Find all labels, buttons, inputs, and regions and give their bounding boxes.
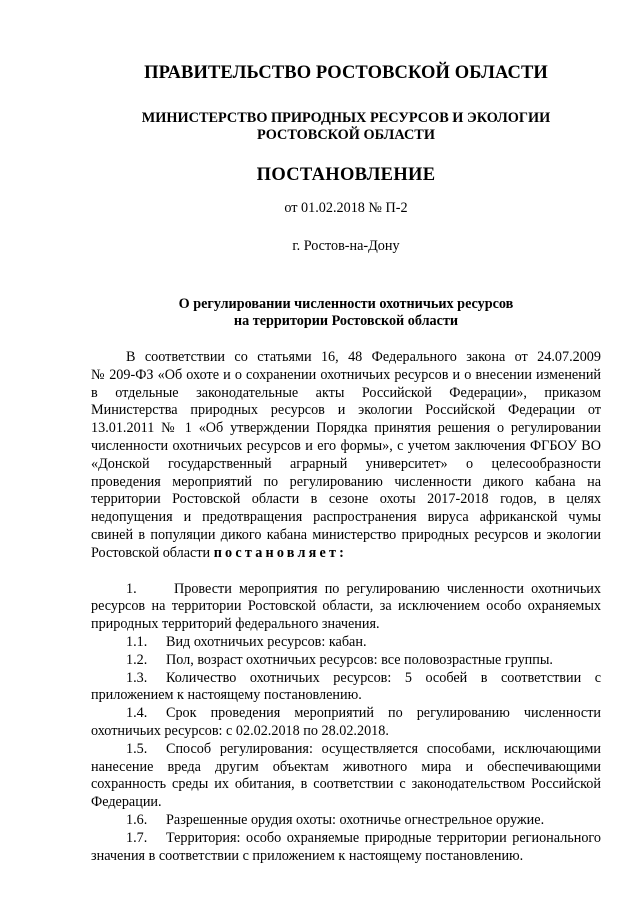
preamble-line: численности охотничьих ресурсов и его формы», с учетом заключения ФГБОУ ВО xyxy=(91,437,601,454)
item-line xyxy=(91,670,601,688)
item-line: приложением к настоящему постановлению. xyxy=(91,687,362,704)
item-text: Провести мероприятия по регулированию численности охотничьих xyxy=(174,580,601,597)
item-1 xyxy=(91,581,601,634)
item-number: 1.5. xyxy=(126,740,148,757)
resolves-word: постановляет: xyxy=(213,544,348,561)
ministry-title xyxy=(91,110,601,144)
item-1-5 xyxy=(91,741,601,812)
preamble-line-final xyxy=(91,545,601,563)
document-type: ПОСТАНОВЛЕНИЕ xyxy=(256,165,436,185)
item-line xyxy=(91,634,601,652)
item-1-1 xyxy=(91,634,601,652)
item-line: природных территорий федерального значения. xyxy=(91,616,380,633)
item-line xyxy=(91,812,601,830)
preamble-paragraph xyxy=(91,349,601,563)
item-number: 1.1. xyxy=(126,633,148,650)
item-line xyxy=(91,830,601,848)
preamble-line: проведения мероприятий по регулированию численности дикого кабана на xyxy=(91,473,601,490)
document-subject xyxy=(91,296,601,330)
item-line: охотничьих ресурсов: с 02.02.2018 по 28.02.2018. xyxy=(91,722,389,739)
item-line xyxy=(91,652,601,670)
preamble-line: В соответствии со статьями 16, 48 Федерального закона от 24.07.2009 xyxy=(126,349,601,365)
ministry-title-line2: РОСТОВСКОЙ ОБЛАСТИ xyxy=(257,127,435,143)
preamble-line: № 209-ФЗ «Об охоте и о сохранении охотничьих ресурсов и о внесении изменений xyxy=(91,366,601,383)
preamble-line: 13.01.2011 № 1 «Об утверждении Порядка принятия решения о регулировании xyxy=(91,420,601,437)
preamble-line: в отдельные законодательные акты Российской Федерации», приказом xyxy=(91,384,601,401)
preamble-line: свиней в популяции дикого кабана министерство природных ресурсов и экологии xyxy=(91,526,601,543)
item-line: значения в соответствии с приложением к настоящему постановлению. xyxy=(91,847,524,864)
item-1-2 xyxy=(91,652,601,670)
item-text: Способ регулирования: осуществляется способами, исключающими xyxy=(166,740,601,757)
item-number: 1.3. xyxy=(126,669,148,686)
item-number: 1.4. xyxy=(126,705,148,722)
item-1-4 xyxy=(91,705,601,741)
preamble-org: Ростовской области xyxy=(91,544,211,561)
item-line: ресурсов на территории Ростовской области, за исключением особо охраняемых xyxy=(91,598,601,615)
ministry-title-line1: МИНИСТЕРСТВО ПРИРОДНЫХ РЕСУРСОВ И ЭКОЛОГИИ xyxy=(141,110,551,126)
item-number: 1.7. xyxy=(126,829,148,846)
item-number: 1. xyxy=(126,580,137,597)
preamble-line: недопущения и предотвращения распространения вируса африканской чумы xyxy=(91,509,601,526)
government-title: ПРАВИТЕЛЬСТВО РОСТОВСКОЙ ОБЛАСТИ xyxy=(144,63,548,83)
document-date-number: от 01.02.2018 № П-2 xyxy=(284,200,408,216)
item-1-3 xyxy=(91,670,601,706)
resolution-items xyxy=(91,581,601,866)
item-text: Срок проведения мероприятий по регулированию численности xyxy=(166,705,601,722)
item-line xyxy=(91,581,601,599)
item-text: Количество охотничьих ресурсов: 5 особей в соответствии с xyxy=(166,669,601,686)
preamble-line: «Донской государственный аграрный университет» о целесообразности xyxy=(91,455,601,472)
item-text: Территория: особо охраняемые природные территории регионального xyxy=(166,829,601,846)
preamble-line: Министерства природных ресурсов и экологии Российской Федерации от xyxy=(91,402,601,419)
item-number: 1.2. xyxy=(126,651,148,668)
item-line xyxy=(91,741,601,759)
item-text: Разрешенные орудия охоты: охотничье огнестрельное оружие. xyxy=(166,811,545,828)
item-line xyxy=(91,705,601,723)
subject-line2: на территории Ростовской области xyxy=(233,313,459,329)
item-line: Федерации. xyxy=(91,794,162,811)
item-text: Вид охотничьих ресурсов: кабан. xyxy=(166,633,367,650)
item-line: нанесение вреда другим объектам животного мира и обеспечивающими xyxy=(91,758,601,775)
item-text: Пол, возраст охотничьих ресурсов: все половозрастные группы. xyxy=(166,651,553,668)
document-city: г. Ростов-на-Дону xyxy=(292,238,400,254)
item-1-6 xyxy=(91,812,601,830)
item-number: 1.6. xyxy=(126,811,148,828)
subject-line1: О регулировании численности охотничьих ресурсов xyxy=(178,296,514,312)
item-1-7 xyxy=(91,830,601,866)
item-line: сохранность среды их обитания, в соответствии с законодательством Российской xyxy=(91,776,601,793)
preamble-line: территории Ростовской области в сезоне охоты 2017-2018 годов, в целях xyxy=(91,491,601,508)
